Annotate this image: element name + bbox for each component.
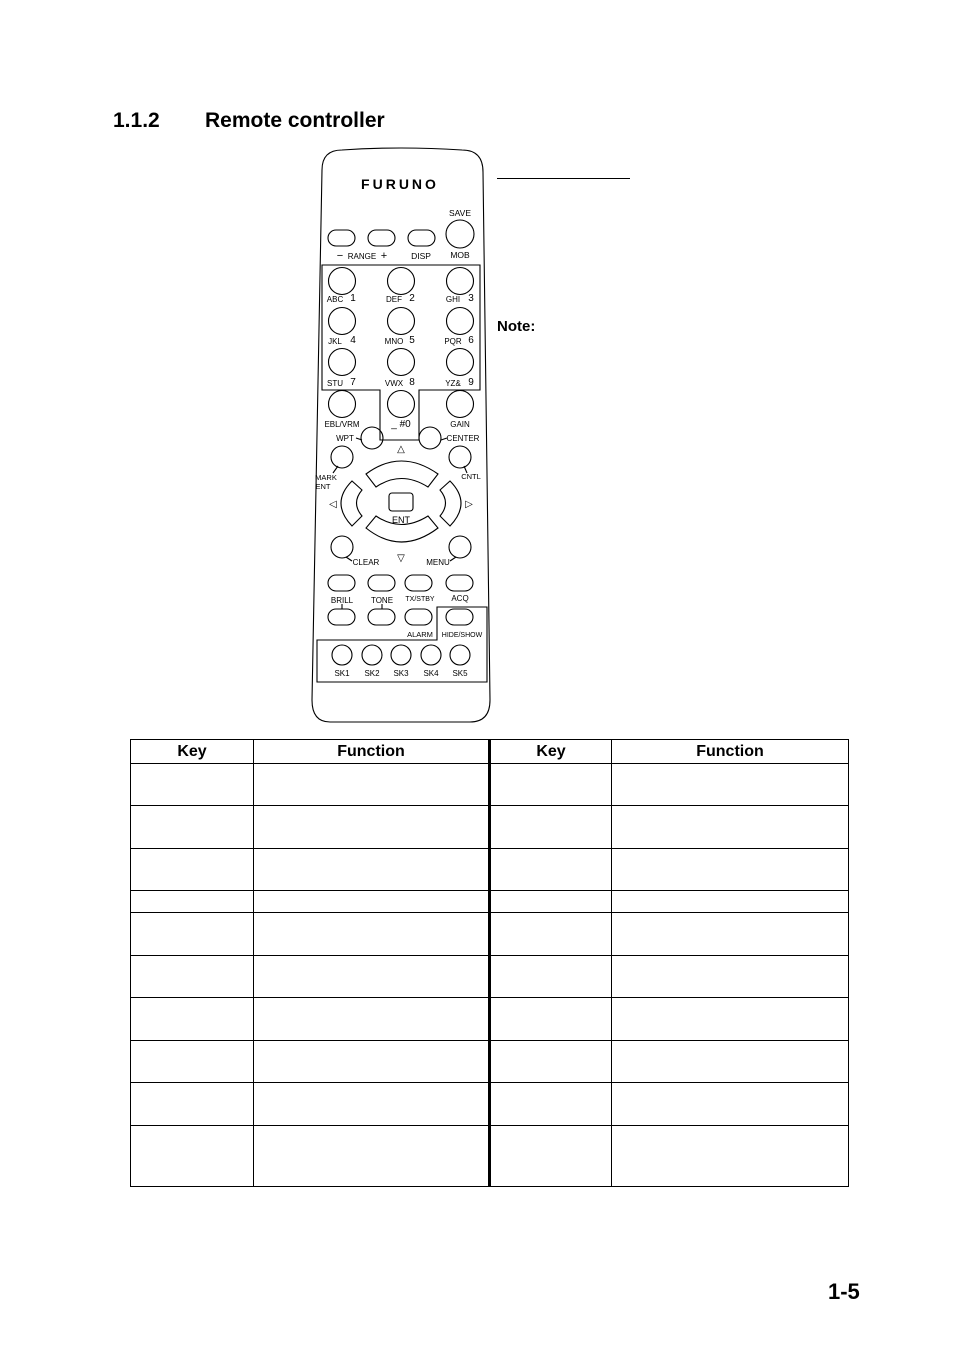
table-cell bbox=[131, 806, 254, 849]
key-1 bbox=[329, 268, 356, 295]
mark-label: MARK bbox=[315, 473, 337, 482]
ebl-vrm-button bbox=[329, 391, 356, 418]
tone-down-button bbox=[368, 609, 395, 625]
hide-show-label: HIDE/SHOW bbox=[441, 632, 483, 639]
table-row bbox=[131, 849, 849, 891]
sk5-label: SK5 bbox=[452, 669, 468, 678]
jkl-label: JKL bbox=[328, 337, 342, 346]
table-header-row bbox=[131, 740, 849, 764]
zero-label: _ #0 bbox=[391, 419, 411, 430]
pqr-label: PQR bbox=[444, 337, 462, 346]
table-cell bbox=[612, 764, 849, 806]
mob-label: MOB bbox=[450, 250, 470, 260]
page-number: 1-5 bbox=[828, 1279, 860, 1304]
sk4-button bbox=[421, 645, 441, 665]
ent-button bbox=[389, 493, 413, 511]
alarm-label: ALARM bbox=[407, 630, 433, 639]
table-cell bbox=[490, 764, 612, 806]
acq-label: ACQ bbox=[451, 594, 469, 603]
table-cell bbox=[490, 998, 612, 1041]
key-9 bbox=[447, 349, 474, 376]
sk4-label: SK4 bbox=[423, 669, 439, 678]
key-0 bbox=[388, 391, 415, 418]
table-cell bbox=[490, 806, 612, 849]
keypad-frame bbox=[322, 265, 480, 440]
brill-button bbox=[328, 575, 355, 591]
table-cell bbox=[254, 913, 490, 956]
key-6 bbox=[447, 308, 474, 335]
table-cell bbox=[131, 913, 254, 956]
table-cell bbox=[254, 1041, 490, 1083]
table-cell bbox=[254, 806, 490, 849]
table-cell bbox=[612, 998, 849, 1041]
table-cell bbox=[131, 1041, 254, 1083]
table-cell bbox=[131, 849, 254, 891]
sk3-label: SK3 bbox=[393, 669, 409, 678]
table-row bbox=[131, 891, 849, 913]
range-label: RANGE bbox=[347, 252, 377, 261]
table-cell bbox=[612, 956, 849, 998]
table-cell bbox=[490, 1126, 612, 1187]
eight-label: 8 bbox=[409, 377, 415, 388]
sk2-button bbox=[362, 645, 382, 665]
disp-button bbox=[408, 230, 435, 246]
key-2 bbox=[388, 268, 415, 295]
section-number: 1.1.2 bbox=[113, 109, 160, 132]
table-cell bbox=[490, 849, 612, 891]
gain-label: GAIN bbox=[450, 420, 470, 429]
brill-down-button bbox=[328, 609, 355, 625]
table-row bbox=[131, 1126, 849, 1187]
five-label: 5 bbox=[409, 335, 415, 346]
tone-label: TONE bbox=[370, 596, 394, 605]
four-label: 4 bbox=[350, 335, 356, 346]
ebl-vrm-label: EBL/VRM bbox=[324, 420, 360, 429]
ghi-label: GHI bbox=[445, 295, 461, 304]
range-plus-button bbox=[368, 230, 395, 246]
key-8 bbox=[388, 349, 415, 376]
center-label: CENTER bbox=[446, 434, 480, 443]
clear-label: CLEAR bbox=[352, 558, 380, 567]
six-label: 6 bbox=[468, 335, 474, 346]
table-row bbox=[131, 764, 849, 806]
tx-stby-button bbox=[405, 575, 432, 591]
table-cell bbox=[490, 913, 612, 956]
vwx-label: VWX bbox=[384, 379, 404, 388]
table-cell bbox=[254, 849, 490, 891]
ent-label: ENT bbox=[392, 515, 410, 525]
table-cell bbox=[131, 998, 254, 1041]
sk5-button bbox=[450, 645, 470, 665]
nine-label: 9 bbox=[468, 377, 474, 388]
table-cell bbox=[131, 1126, 254, 1187]
down-arrow-icon: ▽ bbox=[397, 553, 405, 564]
table-cell bbox=[612, 806, 849, 849]
note-label: Note: bbox=[497, 318, 536, 335]
table-cell bbox=[131, 1083, 254, 1126]
key-function-table bbox=[130, 739, 849, 1187]
table-cell bbox=[254, 1083, 490, 1126]
three-label: 3 bbox=[468, 293, 474, 304]
def-label: DEF bbox=[386, 295, 402, 304]
table-cell bbox=[612, 849, 849, 891]
stu-label: STU bbox=[327, 379, 343, 388]
tx-stby-label: TX/STBY bbox=[405, 596, 435, 603]
right-arrow-icon: ▷ bbox=[465, 499, 473, 510]
table-row bbox=[131, 806, 849, 849]
table-cell bbox=[612, 913, 849, 956]
table-cell bbox=[612, 1041, 849, 1083]
table-cell bbox=[131, 764, 254, 806]
clear-button bbox=[331, 536, 353, 558]
gain-button bbox=[447, 391, 474, 418]
table-row bbox=[131, 1041, 849, 1083]
table-row bbox=[131, 1083, 849, 1126]
table-row bbox=[131, 913, 849, 956]
table-cell bbox=[490, 891, 612, 913]
disp-label: DISP bbox=[411, 251, 431, 261]
table-cell bbox=[490, 1041, 612, 1083]
save-button bbox=[446, 220, 474, 248]
sk1-button bbox=[332, 645, 352, 665]
key-7 bbox=[329, 349, 356, 376]
table-cell bbox=[254, 891, 490, 913]
table-cell bbox=[254, 998, 490, 1041]
cntl-button bbox=[449, 446, 471, 468]
key-3 bbox=[447, 268, 474, 295]
abc-label: ABC bbox=[326, 295, 344, 304]
mno-label: MNO bbox=[384, 337, 404, 346]
table-cell bbox=[612, 891, 849, 913]
center-button bbox=[419, 427, 441, 449]
yz-label: YZ& bbox=[445, 379, 461, 388]
mark-ent-label: ENT bbox=[315, 482, 331, 491]
sk2-label: SK2 bbox=[364, 669, 380, 678]
table-cell bbox=[612, 1126, 849, 1187]
range-minus-button bbox=[328, 230, 355, 246]
section-title: Remote controller bbox=[205, 109, 385, 132]
table-cell bbox=[490, 1083, 612, 1126]
save-label: SAVE bbox=[448, 208, 472, 218]
table-row bbox=[131, 956, 849, 998]
table-cell bbox=[254, 764, 490, 806]
right-arrow-key bbox=[440, 481, 461, 526]
table-cell bbox=[254, 956, 490, 998]
menu-button bbox=[449, 536, 471, 558]
sk1-label: SK1 bbox=[334, 669, 350, 678]
table-row bbox=[131, 998, 849, 1041]
brill-label: BRILL bbox=[330, 596, 354, 605]
cntl-label: CNTL bbox=[461, 472, 481, 481]
table-cell bbox=[254, 1126, 490, 1187]
up-arrow-icon: △ bbox=[397, 444, 405, 455]
menu-label: MENU bbox=[426, 558, 450, 567]
range-minus-label: − bbox=[336, 250, 344, 262]
sk3-button bbox=[391, 645, 411, 665]
header-function-left: Function bbox=[254, 740, 490, 764]
table-cell bbox=[612, 1083, 849, 1126]
one-label: 1 bbox=[350, 293, 356, 304]
seven-label: 7 bbox=[350, 377, 356, 388]
range-plus-label: + bbox=[380, 250, 388, 262]
wpt-label: WPT bbox=[336, 434, 354, 443]
header-key-left: Key bbox=[131, 740, 254, 764]
key-5 bbox=[388, 308, 415, 335]
key-4 bbox=[329, 308, 356, 335]
left-arrow-icon: ◁ bbox=[329, 499, 337, 510]
acq-button bbox=[446, 575, 473, 591]
header-function-right: Function bbox=[612, 740, 849, 764]
left-arrow-key bbox=[341, 481, 362, 526]
brand-logo: FURUNO bbox=[361, 176, 439, 192]
alarm-button bbox=[405, 609, 432, 625]
hide-show-button bbox=[446, 609, 473, 625]
mark-ent-button bbox=[331, 446, 353, 468]
two-label: 2 bbox=[409, 293, 415, 304]
up-arrow-key bbox=[366, 461, 438, 487]
table-cell bbox=[490, 956, 612, 998]
table-cell bbox=[131, 891, 254, 913]
table-cell bbox=[131, 956, 254, 998]
header-key-right: Key bbox=[490, 740, 612, 764]
tone-button bbox=[368, 575, 395, 591]
